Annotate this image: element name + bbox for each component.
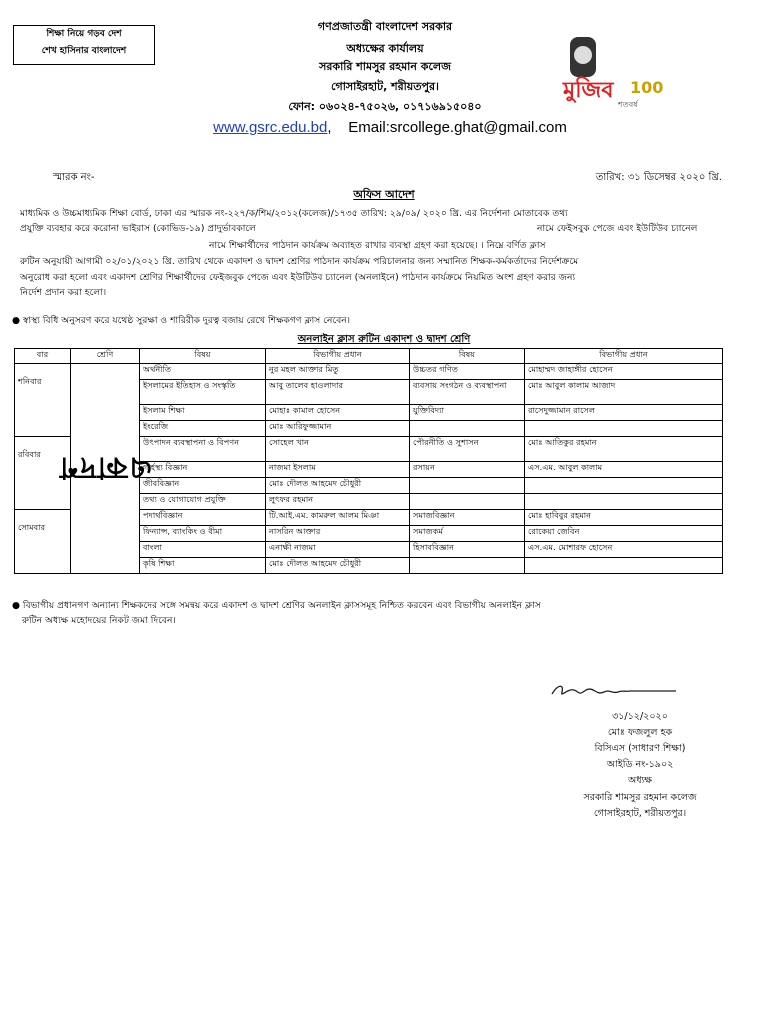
- signer-id: আইডি নং-১৯০২: [606, 759, 674, 770]
- subject-cell: ইংরেজি: [140, 421, 266, 437]
- head-cell: মোহাঃ কামাল হোসেন: [266, 405, 410, 421]
- signer-cadre: বিসিএস (সাধারণ শিক্ষা): [594, 743, 686, 754]
- head-cell: টি.আই.এম. কামরুল আলম মিঞা: [266, 510, 410, 526]
- header-head-1: বিভাগীয় প্রধান: [266, 349, 410, 364]
- subject-cell: সমাজবিজ্ঞান: [410, 510, 525, 526]
- subject-cell: বাংলা: [140, 542, 266, 558]
- subject-cell: সমাজকর্ম: [410, 526, 525, 542]
- head-cell: মোঃ আতিকুর রহমান: [525, 437, 723, 462]
- header-office: অধ্যক্ষের কার্যালয়: [346, 42, 424, 55]
- signer-college: সরকারি শামসুর রহমান কলেজ: [583, 792, 697, 803]
- slogan-line-1: শিক্ষা নিয়ে গড়ব দেশ: [46, 29, 122, 39]
- subject-cell: অর্থনীতি: [140, 364, 266, 380]
- logo-text: মুজিব: [563, 78, 614, 103]
- signer-name: মোঃ ফজলুল হক: [607, 727, 673, 738]
- head-cell: [525, 494, 723, 510]
- header-class: শ্রেণি: [71, 349, 140, 364]
- para-line-5: অনুরোধ করা হলো এবং একাদশ শ্রেণির শিক্ষার্থীদের ফেইজবুক পেজে এবং ইউটিউব চ্যানেল (অনলাইনে) পাঠদান কার্যক্রমে নিয়মিত অংশ গ্রহণ করার জন্য: [20, 272, 576, 283]
- subject-cell: উৎপাদন ব্যবস্থাপনা ও বিপণন: [140, 437, 266, 462]
- header-day: বার: [15, 349, 71, 364]
- slogan-line-2: শেখ হাসিনার বাংলাদেশ: [41, 46, 127, 56]
- header-head-2: বিভাগীয় প্রধান: [525, 349, 723, 364]
- head-cell: নাজমা ইসলাম: [266, 462, 410, 478]
- subject-cell: [410, 494, 525, 510]
- header-college: সরকারি শামসুর রহমান কলেজ: [319, 60, 451, 73]
- head-cell: মোঃ হাবিবুর রহমান: [525, 510, 723, 526]
- logo-small-text: শতবর্ষ: [618, 100, 638, 109]
- order-title: [0, 186, 768, 205]
- head-cell: মোহাম্মদ জাহাঙ্গীর হোসেন: [525, 364, 723, 380]
- head-cell: মোঃ আরিফুজ্জামান: [266, 421, 410, 437]
- para-line-2: [20, 221, 725, 236]
- head-cell: রাসেদুজ্জামান রাসেল: [525, 405, 723, 421]
- head-cell: মোঃ আবুল কালাম আজাদ: [525, 380, 723, 405]
- slogan-box: [13, 25, 155, 65]
- principal-signature: [550, 680, 680, 702]
- subject-cell: উচ্চতর গণিত: [410, 364, 525, 380]
- para-line-2b: নামে ফেইসবুক পেজে এবং ইউটিউব চ্যানেল: [537, 223, 698, 234]
- head-cell: মোঃ দৌলত আহমেদ চৌধুরী: [266, 558, 410, 574]
- para-line-6: নির্দেশ প্রদান করা হলো।: [20, 287, 107, 298]
- health-bullet: ● স্বাস্থ্য বিধি অনুসরণ করে যথেষ্ঠ সুরক্ষা ও শারিরীক দুরত্ব বজায় রেখে শিক্ষকগণ ক্লাস নেবেন।: [12, 315, 351, 326]
- subject-cell: পৌরনীতি ও সুশাসন: [410, 437, 525, 462]
- signer-designation: অধ্যক্ষ: [627, 775, 652, 786]
- email-text: Email:srcollege.ghat@gmail.com: [348, 119, 567, 136]
- coordination-bullet-line-1: ● বিভাগীয় প্রধানগণ অন্যান্য শিক্ষকদের সঙ্গে সমন্বয় করে একাদশ ও দ্বাদশ শ্রেণির অনলাইন ক্লাসসমূহ নিশ্চিত করবেন এবং বিভাগীয় অনলাইন ক্লাস: [12, 600, 541, 611]
- head-cell: [525, 478, 723, 494]
- head-cell: আবু তালেব হাওলাদার: [266, 380, 410, 405]
- head-cell: এস.এম. আবুল কালাম: [525, 462, 723, 478]
- subject-cell: ইসলাম শিক্ষা: [140, 405, 266, 421]
- head-cell: লুৎফর রহমান: [266, 494, 410, 510]
- header-subject-1: বিষয়: [140, 349, 266, 364]
- contact-line: www.gsrc.edu.bd, Email:srcollege.ghat@gmail.com: [213, 119, 567, 136]
- subject-cell: কৃষি শিক্ষা: [140, 558, 266, 574]
- head-cell: রোকেয়া জেবিন: [525, 526, 723, 542]
- subject-cell: জীববিজ্ঞান: [140, 478, 266, 494]
- header-address: গোসাইরহাট, শরীয়তপুর।: [331, 80, 439, 93]
- table-title: [0, 332, 768, 349]
- subject-cell: পদার্থবিজ্ঞান: [140, 510, 266, 526]
- subject-cell: গার্হস্থ্য বিজ্ঞান: [140, 462, 266, 478]
- day-cell: রবিবার: [15, 437, 71, 510]
- signer-address: গোসাইরহাট, শরীয়তপুর।: [593, 808, 687, 819]
- head-cell: সোহেল খান: [266, 437, 410, 462]
- header-govt: গণপ্রজাতন্ত্রী বাংলাদেশ সরকার: [317, 20, 453, 33]
- para-line-1: মাধ্যমিক ও উচ্চমাধ্যমিক শিক্ষা বোর্ড, ঢাকা এর স্মারক নং-২২৭/ক/শিম/২০১২(কলেজ)/১৭৩৫ তারিখ: ২৯/০৯/ ২০২০ খ্রি. এর নির্দেশনা মোতাবেক তথ্য: [20, 208, 568, 219]
- subject-cell: [410, 421, 525, 437]
- head-cell: [525, 421, 723, 437]
- subject-cell: যুক্তিবিদ্যা: [410, 405, 525, 421]
- day-cell: সোমবার: [15, 510, 71, 574]
- memo-number: স্মারক নং-: [53, 172, 95, 183]
- head-cell: নাসরিন আক্তার: [266, 526, 410, 542]
- head-cell: মোঃ দৌলত আহমেদ চৌধুরী: [266, 478, 410, 494]
- subject-cell: [410, 478, 525, 494]
- table-row: [15, 364, 723, 380]
- coordination-bullet-line-2: রুটিন অধ্যক্ষ মহোদয়ের নিকট জমা দিবেন।: [22, 615, 176, 626]
- subject-cell: ইসলামের ইতিহাস ও সংস্কৃতি: [140, 380, 266, 405]
- subject-cell: হিসাববিজ্ঞান: [410, 542, 525, 558]
- logo-number: 100: [630, 78, 664, 97]
- website-link[interactable]: www.gsrc.edu.bd: [213, 119, 328, 136]
- subject-cell: ফিন্যান্স, ব্যাংকিং ও বীমা: [140, 526, 266, 542]
- para-line-2a: প্রযুক্তি ব্যবহার করে করোনা ভাইরাস (কোভিড-১৯) প্রাদুর্ভাবকালে: [20, 223, 256, 234]
- subject-cell: তথ্য ও যোগাযোগ প্রযুক্তি: [140, 494, 266, 510]
- head-cell: নুর মহল আক্তার মিতু: [266, 364, 410, 380]
- subject-cell: ব্যবসায় সংগঠন ও ব্যবস্থাপনা: [410, 380, 525, 405]
- table-header-row: [15, 349, 723, 364]
- table-title-text: অনলাইন ক্লাস রুটিন একাদশ ও দ্বাদশ শ্রেণি: [297, 334, 471, 345]
- para-line-3: নামে শিক্ষার্থীদের পাঠদান কার্যক্রম অব্যাহত রাখার ব্যবস্থা গ্রহণ করা হয়েছে। । নিম্নে বর্ণিত ক্লাস: [209, 240, 546, 251]
- routine-table: [14, 348, 723, 574]
- class-label: একাদশ: [57, 450, 153, 486]
- head-cell: এনাক্ষী নাজমা: [266, 542, 410, 558]
- memo-date: তারিখ: ৩১ ডিসেম্বর ২০২০ খ্রি.: [595, 172, 722, 183]
- day-cell: শনিবার: [15, 364, 71, 437]
- head-cell: এস.এম. মোশারফ হোসেন: [525, 542, 723, 558]
- head-cell: [525, 558, 723, 574]
- subject-cell: [410, 558, 525, 574]
- header-phone: ফোন: ০৬০২৪-৭৫০২৬, ০১৭১৬৯১৫০৪০: [288, 100, 482, 113]
- subject-cell: রসায়ন: [410, 462, 525, 478]
- para-line-4: রুটিন অনুযায়ী আগামী ০২/০১/২০২১ খ্রি. তারিখ থেকে একাদশ ও দ্বাদশ শ্রেণির পাঠদান কার্যক্রম পরিচালনার জন্য সম্মানিত শিক্ষক-কর্মকর্তাদের নির্দেশক্রমে: [20, 256, 579, 267]
- signature-date: ৩১/১২/২০২০: [612, 711, 668, 722]
- order-title-text: অফিস আদেশ: [353, 188, 415, 201]
- header-subject-2: বিষয়: [410, 349, 525, 364]
